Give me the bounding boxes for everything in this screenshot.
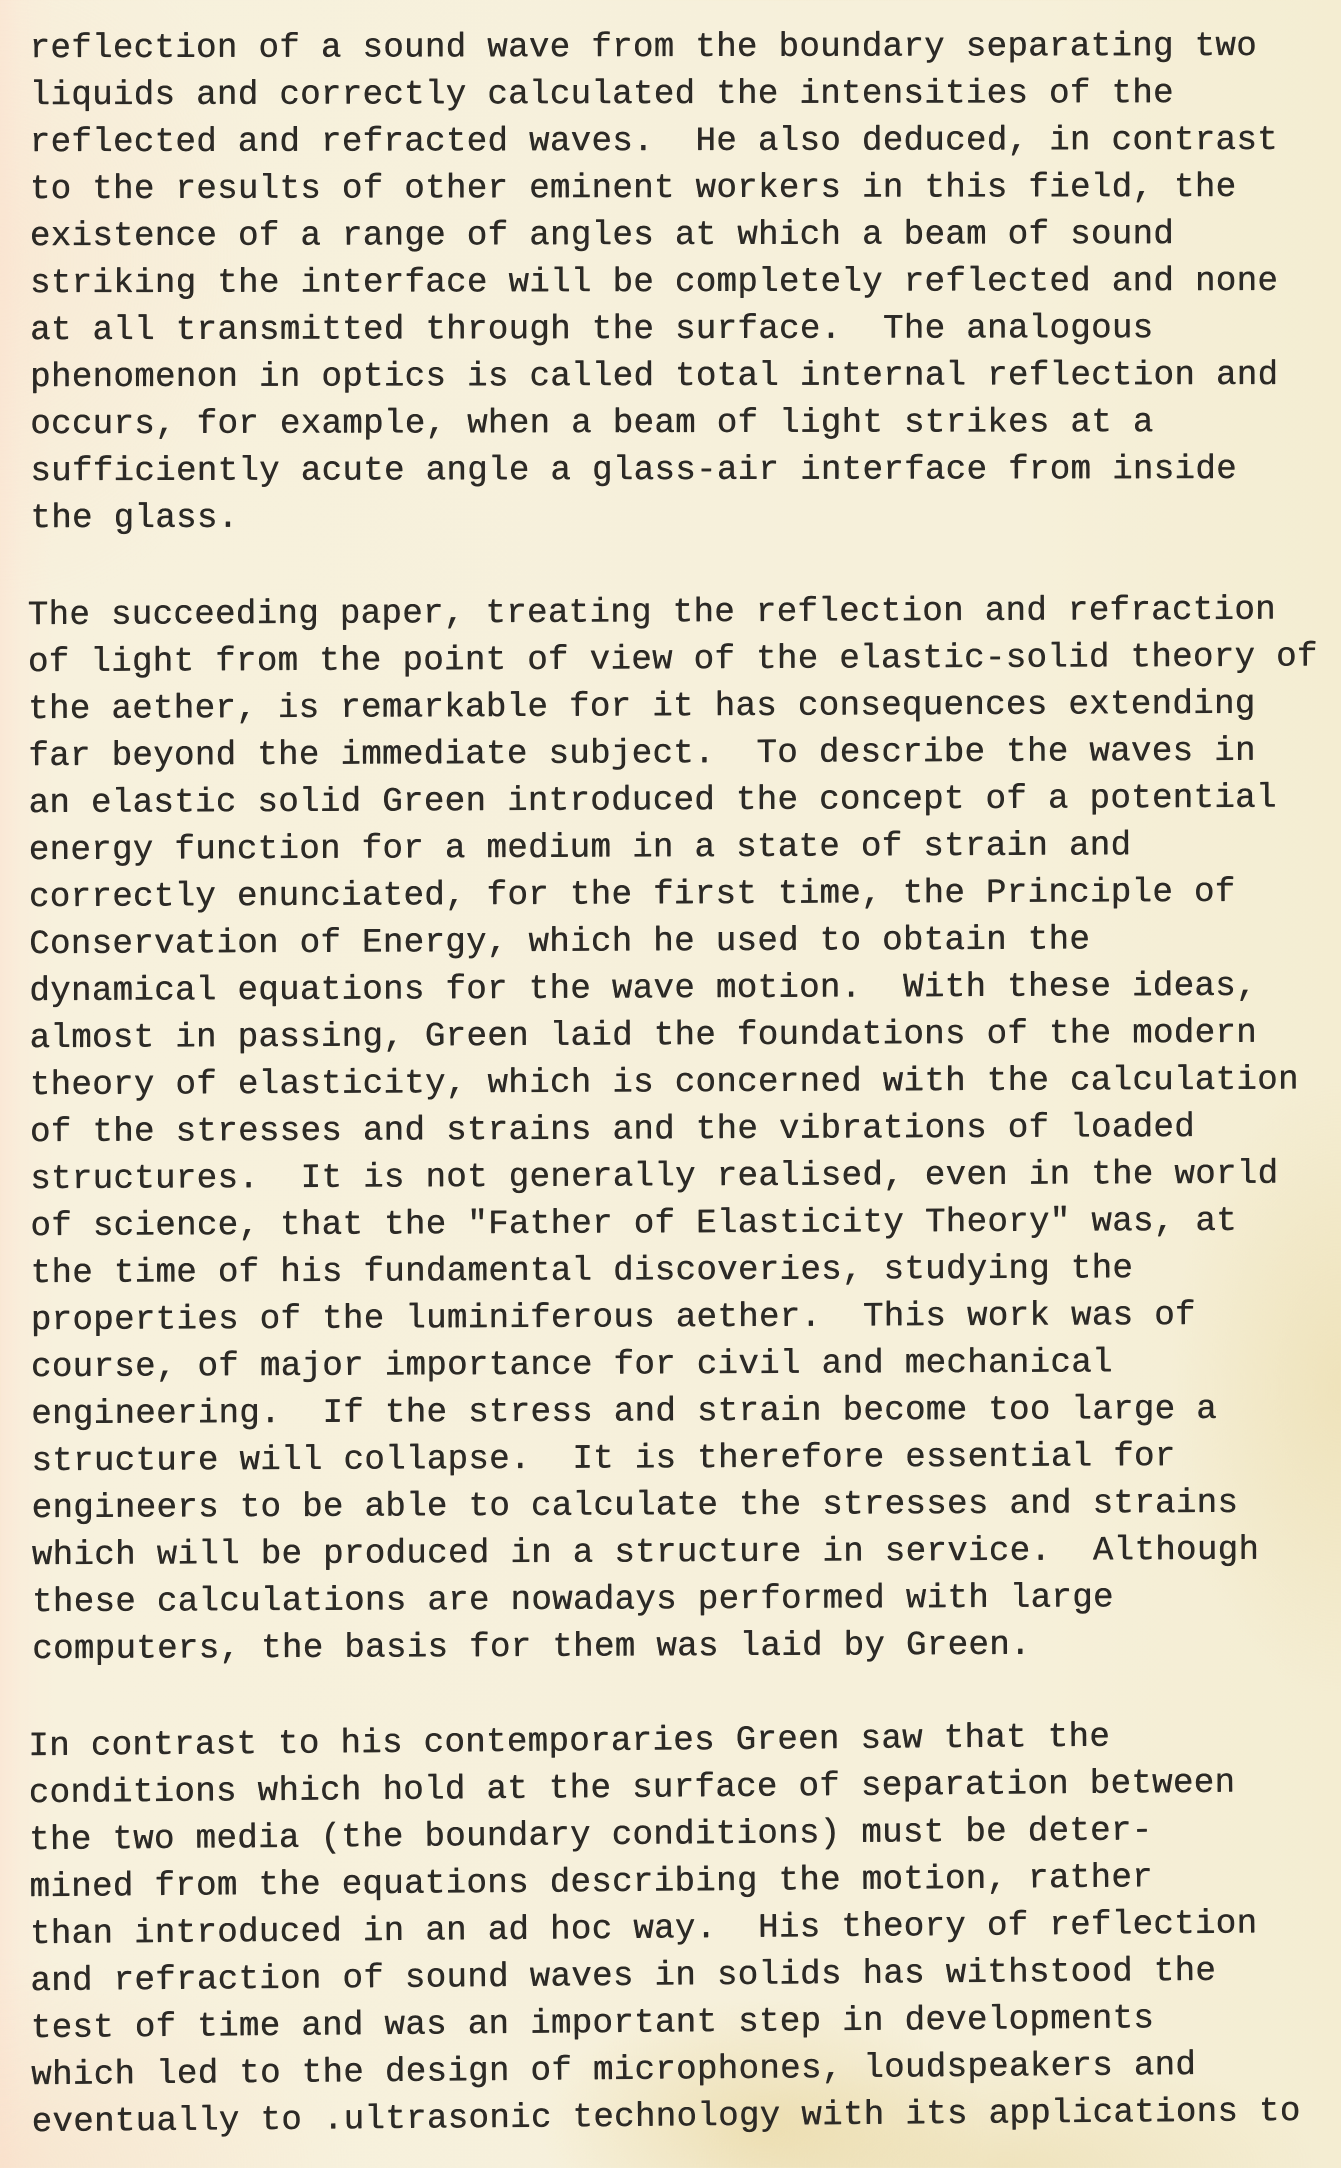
text-line: sufficiently acute angle a glass-air interface from inside <box>30 450 1237 491</box>
text-line: test of time and was an important step in developments <box>30 2000 1155 2048</box>
text-line: Conservation of Energy, which he used to obtain the <box>29 921 1091 965</box>
text-line: engineering. If the stress and strain become too large a <box>31 1390 1218 1434</box>
text-line: almost in passing, Green laid the foundations of the modern <box>29 1014 1258 1059</box>
text-line: conditions which hold at the surface of separation between <box>28 1764 1236 1814</box>
text-line: the time of his fundamental discoveries, studying the <box>30 1250 1134 1293</box>
text-line: energy function for a medium in a state of strain and <box>28 827 1132 871</box>
text-line: structure will collapse. It is therefore essential for <box>31 1438 1176 1481</box>
text-line: an elastic solid Green introduced the concept of a potential <box>28 779 1277 824</box>
text-line: these calculations are nowadays performed with large <box>31 1579 1114 1622</box>
text-line: existence of a range of angles at which a beam of sound <box>29 216 1175 257</box>
text-line: mined from the equations describing the motion, rather <box>29 1859 1154 1908</box>
paragraph-boundary-conditions <box>28 1713 1341 2147</box>
text-line: phenomenon in optics is called total internal reflection and <box>30 356 1279 397</box>
text-line: the glass. <box>30 499 239 538</box>
text-line: the two media (the boundary conditions) must be deter- <box>29 1812 1153 1861</box>
text-line: liquids and correctly calculated the intensities of the <box>29 75 1174 116</box>
text-line: occurs, for example, when a beam of light strikes at a <box>30 404 1154 444</box>
text-line: striking the interface will be completely reflected and none <box>29 262 1279 303</box>
text-line: eventually to .ultrasonic technology with its applications to <box>31 2092 1301 2142</box>
text-line: dynamical equations for the wave motion. With these ideas, <box>29 967 1257 1012</box>
text-line: the aether, is remarkable for it has consequences extending <box>28 685 1256 730</box>
text-line: of the stresses and strains and the vibrations of loaded <box>29 1108 1196 1152</box>
text-line: of light from the point of view of the elastic-solid theory of <box>27 638 1318 683</box>
text-line: structures. It is not generally realised, even in the world <box>30 1155 1279 1199</box>
text-line: The succeeding paper, treating the reflection and refraction <box>27 591 1277 636</box>
text-line: to the results of other eminent workers in this field, the <box>29 168 1237 210</box>
text-line: theory of elasticity, which is concerned with the calculation <box>29 1061 1299 1106</box>
text-line: engineers to be able to calculate the stresses and strains <box>31 1484 1239 1528</box>
text-line: which will be produced in a structure in service. Although <box>31 1531 1260 1575</box>
text-line: course, of major importance for civil and mechanical <box>30 1344 1113 1387</box>
text-line: reflected and refracted waves. He also deduced, in contrast <box>29 121 1278 163</box>
text-line: of science, that the "Father of Elasticity Theory" was, at <box>30 1202 1238 1246</box>
text-line: computers, the basis for them was laid by Green. <box>32 1626 1031 1669</box>
text-line: properties of the luminiferous aether. This work was of <box>30 1296 1196 1340</box>
text-line: and refraction of sound waves in solids has withstood the <box>30 1952 1217 2001</box>
text-line: In contrast to his contemporaries Green saw that the <box>28 1718 1111 1767</box>
paragraph-reflection-of-sound <box>30 24 1341 543</box>
text-line: which led to the design of microphones, loudspeakers and <box>31 2046 1197 2095</box>
paragraph-succeeding-paper <box>28 587 1341 1674</box>
text-line: correctly enunciated, for the first time, the Principle of <box>28 873 1236 918</box>
text-line: reflection of a sound wave from the boundary separating two <box>29 27 1258 69</box>
text-line: far beyond the immediate subject. To describe the waves in <box>28 732 1256 777</box>
text-line: at all transmitted through the surface. The analogous <box>30 310 1154 350</box>
text-line: than introduced in an ad hoc way. His theory of reflection <box>29 1905 1258 1954</box>
